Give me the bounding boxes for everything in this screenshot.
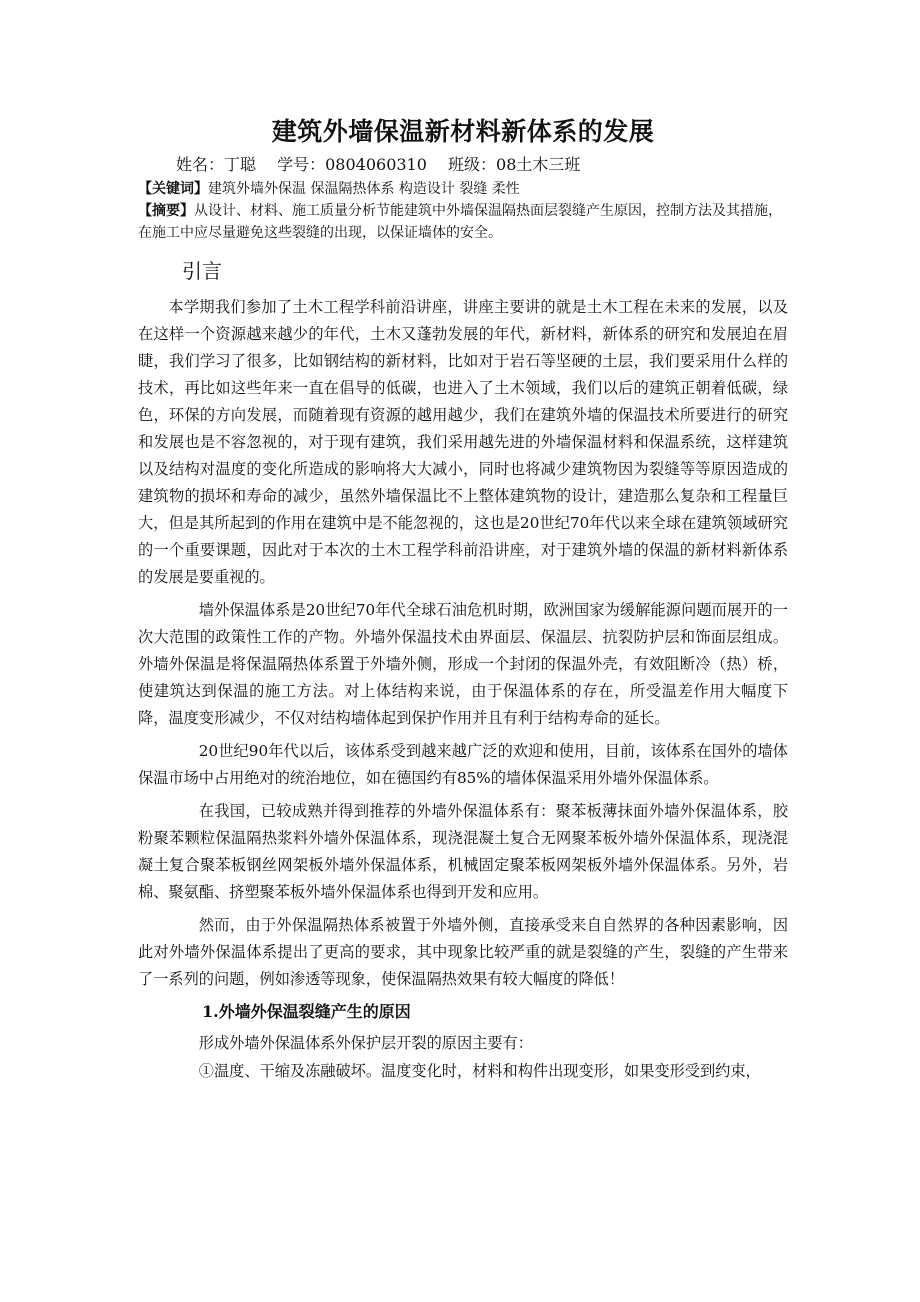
body-paragraph: 20世纪90年代以后，该体系受到越来越广泛的欢迎和使用，目前，该体系在国外的墙体保温市场中占用绝对的统治地位，如在德国约有85%的墙体保温采用外墙外保温体系。 xyxy=(138,742,788,787)
abstract-label: 【摘要】 xyxy=(138,203,194,219)
section-1-lead: 形成外墙外保温体系外保护层开裂的原因主要有： xyxy=(198,1034,533,1052)
author-line xyxy=(138,152,788,178)
body-paragraph: 在我国，已较成熟并得到推荐的外墙外保温体系有：聚苯板薄抹面外墙外保温体系，胶粉聚苯颗粒保温隔热浆料外墙外保温体系，现浇混凝土复合无网聚苯板外墙外保温体系，现浇混凝土复合聚苯板钢丝网架板外墙外保温体系，机械固定聚苯板网架板外墙外保温体系。另外，岩棉、聚氨酯、挤塑聚苯板外墙外保温体系也得到开发和应用。 xyxy=(138,802,788,901)
body-paragraph: 然而，由于外保温隔热体系被置于外墙外侧，直接承受来自自然界的各种因素影响，因此对外墙外保温体系提出了更高的要求，其中现象比较严重的就是裂缝的产生，裂缝的产生带来了一系列的问题，例如渗透等现象，使保温隔热效果有较大幅度的降低！ xyxy=(138,916,788,988)
document-title: 建筑外墙保温新材料新体系的发展 xyxy=(271,117,655,146)
body-paragraph: 墙外保温体系是20世纪70年代全球石油危机时期，欧洲国家为缓解能源问题而展开的一次大范围的政策性工作的产物。外墙外保温技术由界面层、保温层、抗裂防护层和饰面层组成。外墙外保温是将保温隔热体系置于外墙外侧，形成一个封闭的保温外壳，有效阻断冷（热）桥，使建筑达到保温的施工方法。对上体结构来说，由于保温体系的存在，所受温差作用大幅度下降，温度变形减少，不仅对结构墙体起到保护作用并且有利于结构寿命的延长。 xyxy=(138,601,788,727)
section-heading-1: 1.外墙外保温裂缝产生的原因 xyxy=(202,1002,411,1021)
section-1-item: ①温度、干缩及冻融破坏。温度变化时，材料和构件出现变形，如果变形受到约束， xyxy=(198,1062,761,1080)
section-heading-intro: 引言 xyxy=(182,259,222,283)
class-name: 班级：08土木三班 xyxy=(448,155,581,174)
author-name: 姓名：丁聪 xyxy=(176,155,257,174)
keywords-line xyxy=(138,178,788,200)
document-page xyxy=(138,112,788,1085)
abstract-block xyxy=(138,200,788,244)
keywords-text: 建筑外墙外保温 保温隔热体系 构造设计 裂缝 柔性 xyxy=(208,181,520,197)
body-paragraph: 本学期我们参加了土木工程学科前沿讲座，讲座主要讲的就是土木工程在未来的发展，以及在这样一个资源越来越少的年代，土木又蓬勃发展的年代，新材料，新体系的研究和发展迫在眉睫，我们学习了很多，比如钢结构的新材料，比如对于岩石等坚硬的土层，我们要采用什么样的技术，再比如这些年来一直在倡导的低碳，也进入了土木领域，我们以后的建筑正朝着低碳，绿色，环保的方向发展，而随着现有资源的越用越少，我们在建筑外墙的保温技术所要进行的研究和发展也是不容忽视的，对于现有建筑，我们采用越先进的外墙保温材料和保温系统，这样建筑以及结构对温度的变化所造成的影响将大大减小，同时也将减少建筑物因为裂缝等等原因造成的建筑物的损坏和寿命的减少，虽然外墙保温比不上整体建筑物的设计，建造那么复杂和工程量巨大，但是其所起到的作用在建筑中是不能忽视的，这也是20世纪70年代以来全球在建筑领域研究的一个重要课题，因此对于本次的土木工程学科前沿讲座，对于建筑外墙的保温的新材料新体系的发展是要重视的。 xyxy=(138,298,788,586)
keywords-label: 【关键词】 xyxy=(138,181,208,197)
student-id: 学号：0804060310 xyxy=(277,155,427,174)
abstract-text: 从设计、材料、施工质量分析节能建筑中外墙保温隔热面层裂缝产生原因，控制方法及其措施，在施工中应尽量避免这些裂缝的出现，以保证墙体的安全。 xyxy=(138,203,782,241)
